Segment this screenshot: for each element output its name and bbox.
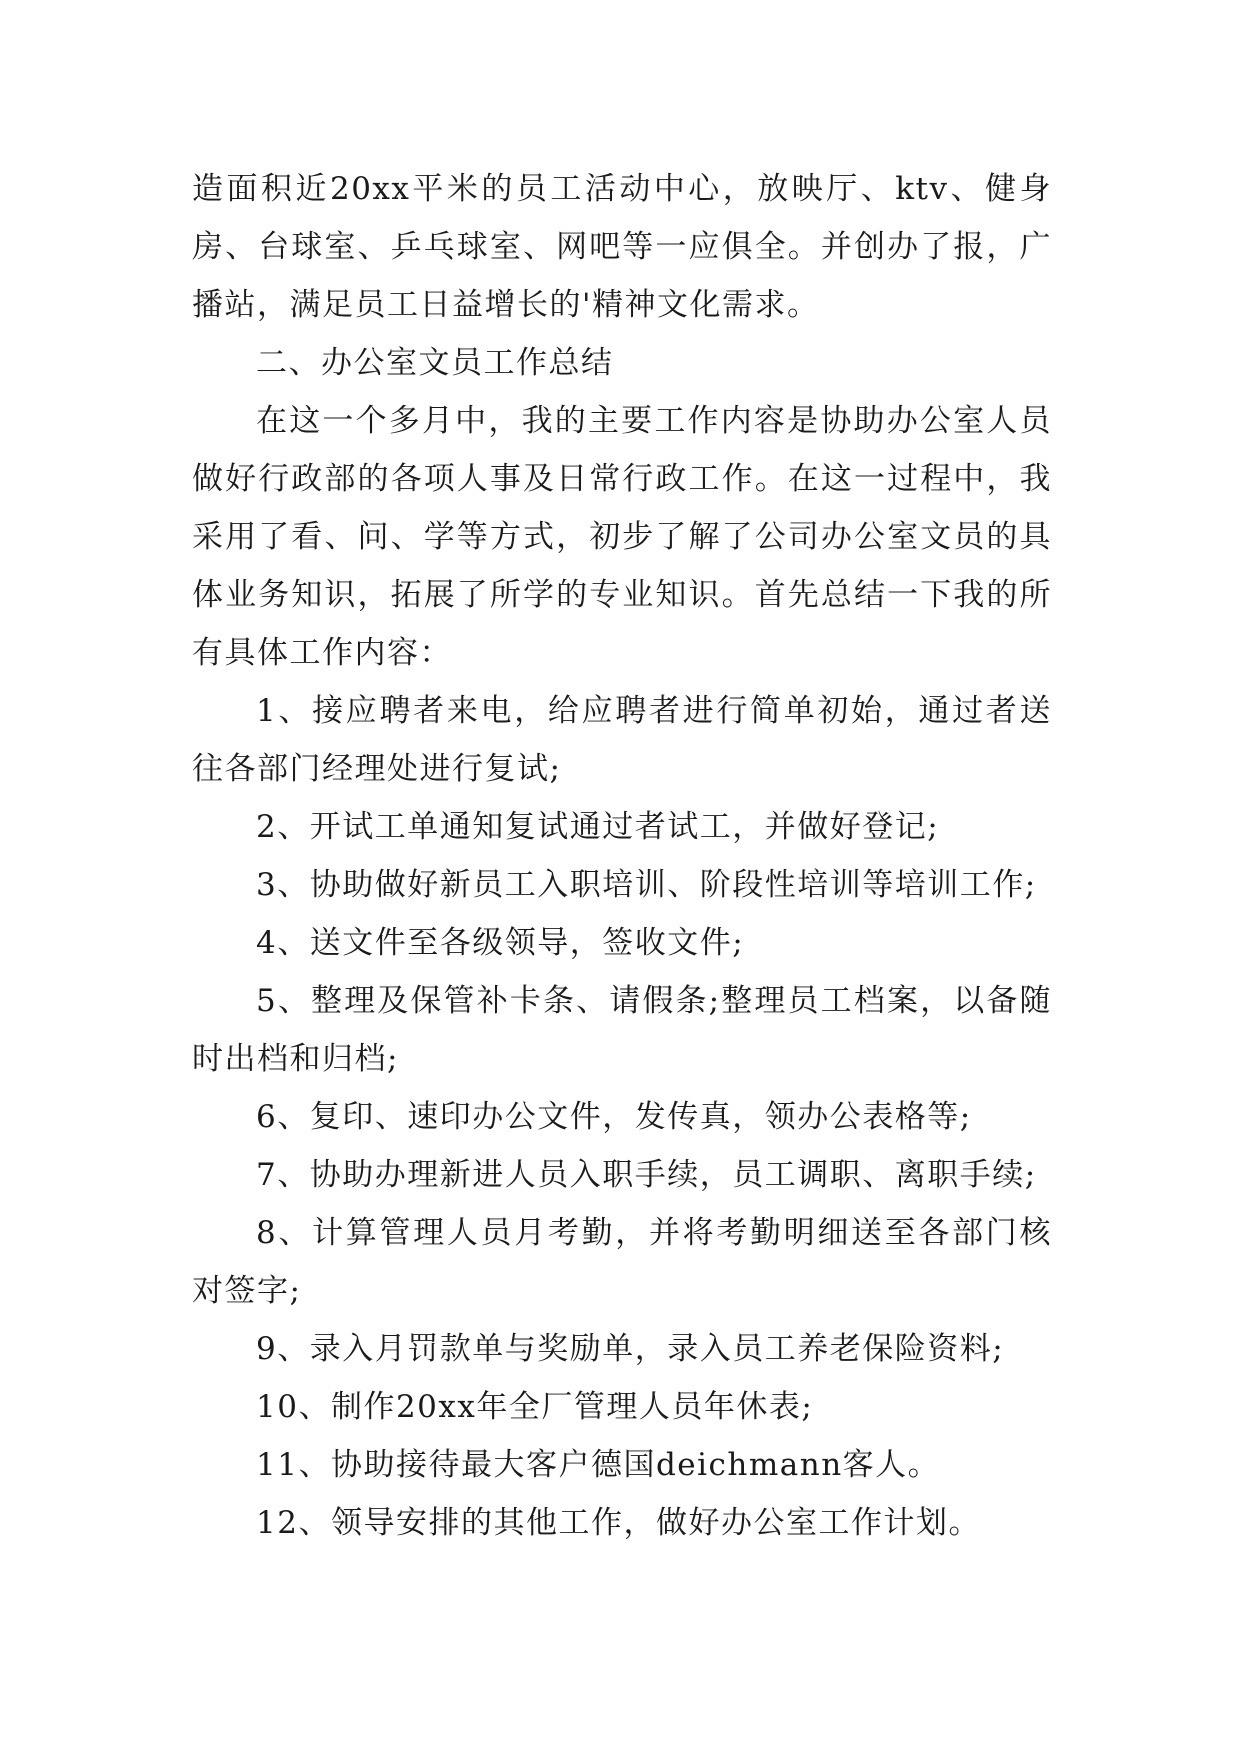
list-item: 7、协助办理新进人员入职手续，员工调职、离职手续; [256,1157,1037,1193]
list-item: 12、领导安排的其他工作，做好办公室工作计划。 [256,1505,981,1541]
list-item: 6、复印、速印办公文件，发传真，领办公表格等; [256,1099,972,1135]
list-item: 8、计算管理人员月考勤，并将考勤明细送至各部门核对签字; [192,1215,1052,1309]
document-body [192,160,1052,1552]
list-item: 1、接应聘者来电，给应聘者进行简单初始，通过者送往各部门经理处进行复试; [192,693,1052,787]
list-item: 4、送文件至各级领导，签收文件; [256,925,745,961]
list-item: 5、整理及保管补卡条、请假条;整理员工档案，以备随时出档和归档; [192,983,1052,1077]
list-item: 2、开试工单通知复试通过者试工，并做好登记; [256,809,940,845]
section-heading: 二、办公室文员工作总结 [256,345,614,381]
paragraph-intro: 在这一个多月中，我的主要工作内容是协助办公室人员做好行政部的各项人事及日常行政工作。在这一过程中，我采用了看、问、学等方式，初步了解了公司办公室文员的具体业务知识，拓展了所学的专业知识。首先总结一下我的所有具体工作内容： [192,403,1052,671]
list-item: 3、协助做好新员工入职培训、阶段性培训等培训工作; [256,867,1037,903]
list-item: 11、协助接待最大客户德国deichmann客人。 [256,1447,941,1483]
list-item: 9、录入月罚款单与奖励单，录入员工养老保险资料; [256,1331,1005,1367]
list-item: 10、制作20xx年全厂管理人员年休表; [256,1389,814,1425]
paragraph-activity-center: 造面积近20xx平米的员工活动中心，放映厅、ktv、健身房、台球室、乒乓球室、网吧等一应俱全。并创办了报，广播站，满足员工日益增长的'精神文化需求。 [192,171,1052,323]
